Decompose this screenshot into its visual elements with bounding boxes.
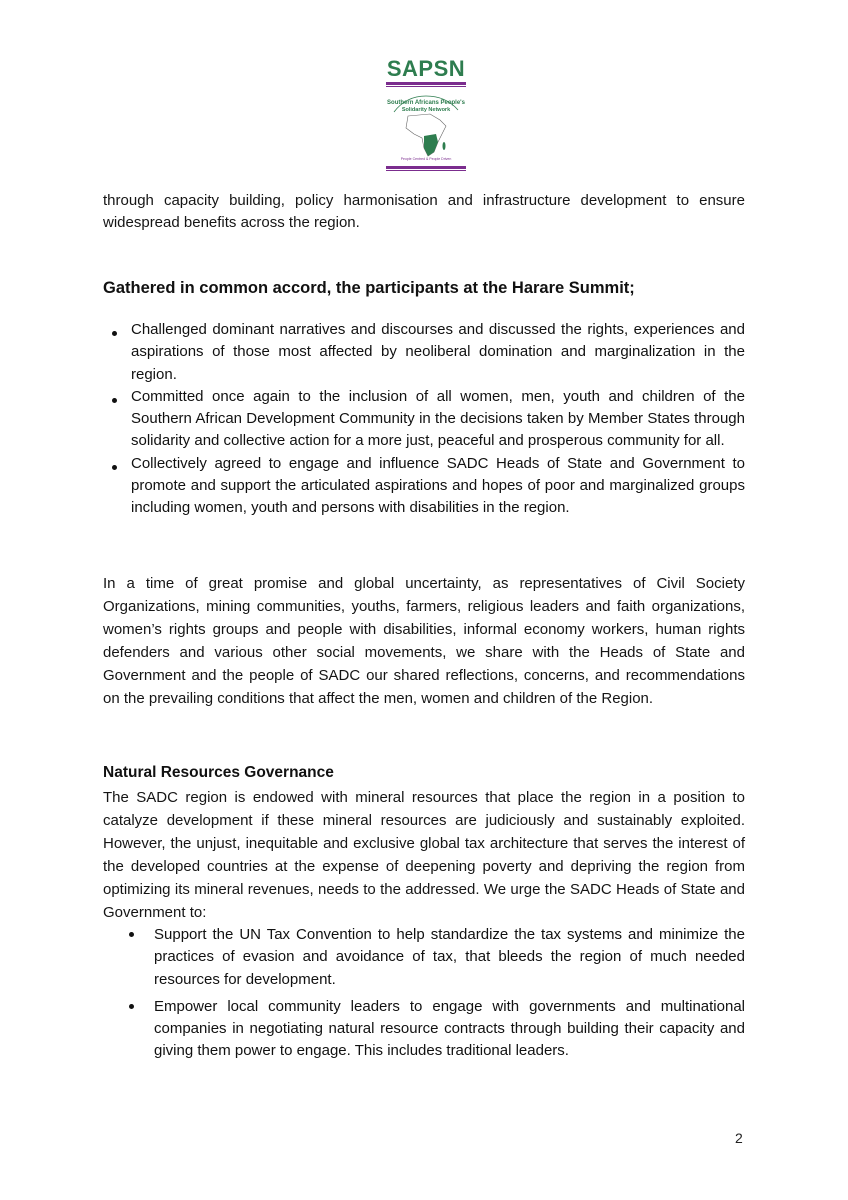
list-item: Committed once again to the inclusion of all women, men, youth and children of the Southern African Development Community in the decisions taken by Member States through solidarity and collective action for a more just, peaceful and prosperous community for all.: [112, 386, 745, 453]
bullet-icon: [129, 932, 134, 937]
sapsn-logo: [382, 58, 470, 174]
svg-text:Solidarity Network: Solidarity Network: [401, 107, 451, 113]
bullet-icon: [129, 1004, 134, 1009]
list-item: Collectively agreed to engage and influence SADC Heads of State and Government to promote and support the articulated aspirations and hopes of poor and marginalized groups including women, youth and persons with disabilities in the region.: [112, 453, 745, 520]
svg-text:People Centred & People Driven: People Centred & People Driven: [400, 157, 452, 161]
bullet-icon: [112, 398, 117, 403]
logo-acronym: SAPSN: [386, 56, 466, 81]
list-item: Support the UN Tax Convention to help standardize the tax systems and minimize the practices of evasion and avoidance of tax, that bleeds the region of much needed resources for development.: [128, 924, 745, 991]
logo-divider: [386, 82, 466, 85]
bullet-icon: [112, 465, 117, 470]
accord-heading: Gathered in common accord, the participants at the Harare Summit;: [103, 279, 635, 297]
statement-paragraph: In a time of great promise and global uncertainty, as representatives of Civil Society Organizations, mining communities, youths, farmers, religious leaders and faith organizations, women’s rights groups and people with disabilities, informal economy workers, human rights defenders and various other social movements, we share with the Heads of State and Government and the people of SADC our shared reflections, concerns, and recommendations on the prevailing conditions that affect the men, women and children of the Region.: [103, 575, 745, 707]
natural-resources-heading: Natural Resources Governance: [103, 764, 334, 781]
svg-text:Southern Africans People's: Southern Africans People's: [387, 100, 465, 106]
accord-list: [112, 319, 745, 520]
page-number: 2: [735, 1130, 743, 1146]
logo-divider: [386, 166, 466, 169]
africa-map-icon: [386, 90, 466, 164]
intro-continuation: through capacity building, policy harmonisation and infrastructure development to ensure widespread benefits across the region.: [103, 192, 745, 231]
list-item: Empower local community leaders to engage with governments and multinational companies in negotiating natural resource contracts through building their capacity and giving them power to engage. This includes traditional leaders.: [128, 996, 745, 1063]
list-item: Challenged dominant narratives and discourses and discussed the rights, experiences and aspirations of those most affected by neoliberal domination and marginalization in the region.: [112, 319, 745, 386]
bullet-icon: [112, 331, 117, 336]
natural-resources-list: [128, 924, 745, 1068]
natural-resources-paragraph: The SADC region is endowed with mineral resources that place the region in a position to catalyze development if these mineral resources are judiciously and sustainably exploited. However, the unjust, inequitable and exclusive global tax architecture that serves the interest of the developed countries at the expense of deepening poverty and depriving the region from optimizing its mineral revenues, needs to the addressed. We urge the SADC Heads of State and Government to:: [103, 789, 745, 921]
logo-divider: [386, 170, 466, 171]
logo-divider: [386, 86, 466, 87]
